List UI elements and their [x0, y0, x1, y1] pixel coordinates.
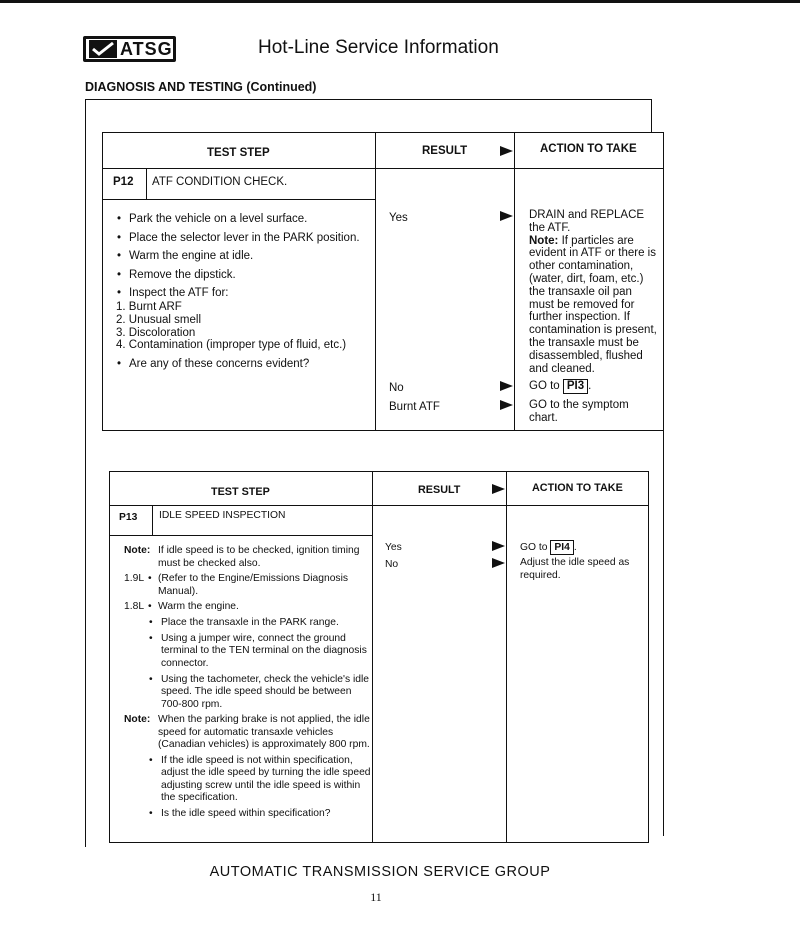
p12-step-id: P12 [113, 176, 134, 188]
list-item: • Place the selector lever in the PARK position. [116, 231, 376, 246]
p12-result-burnt: Burnt ATF [389, 401, 440, 413]
engine-label: 1.8L [124, 601, 145, 612]
inspect-item: 4. Contamination (improper type of fluid, etc.) [116, 339, 347, 352]
list-item: • Using the tachometer, check the vehicle's idle speed. The idle speed should be between 700-800 rpm. [148, 674, 372, 712]
p13-col-test-step: TEST STEP [211, 486, 270, 498]
list-item: • Remove the dipstick. [116, 268, 376, 283]
p12-col-divider-2 [514, 132, 515, 431]
list-item: • Using a jumper wire, connect the ground terminal to the TEN terminal on the diagnosis connector. [148, 633, 372, 671]
engine-19-block [124, 573, 372, 598]
p13-result-no: No [385, 559, 399, 570]
p13-step-title: IDLE SPEED INSPECTION [159, 510, 286, 521]
action-text: DRAIN and REPLACE the ATF. [529, 209, 645, 234]
list-item: • If the idle speed is not within specification, adjust the idle speed by turning the idle speed adjusting screw until the idle speed is within the specification. [148, 755, 372, 805]
engine-label: 1.9L [124, 573, 145, 584]
note-label: Note: [124, 714, 151, 725]
p12-test-steps [116, 212, 376, 372]
p13-action-no: Adjust the idle speed as required. [520, 557, 630, 581]
action-text: GO to [529, 380, 560, 392]
arrow-icon [500, 400, 513, 410]
checkmark-icon [89, 40, 117, 58]
frame-right-top [651, 99, 652, 132]
p12-action-no [529, 379, 591, 394]
p13-step-id: P13 [119, 512, 138, 523]
engine-18-block [124, 601, 372, 614]
list-item: • Is the idle speed within specification? [148, 808, 372, 821]
p12-result-no: No [389, 382, 404, 394]
p13-action-yes [520, 540, 577, 555]
p12-action-burnt: GO to the symptom chart. [529, 399, 629, 424]
p12-col-action: ACTION TO TAKE [540, 143, 637, 155]
period: . [573, 542, 577, 553]
p13-col-action: ACTION TO TAKE [532, 482, 623, 494]
inspect-intro: Inspect the ATF for: [129, 287, 229, 299]
arrow-icon [492, 484, 505, 494]
arrow-icon [500, 146, 513, 156]
page-title: Hot-Line Service Information [258, 37, 499, 58]
section-heading: DIAGNOSIS AND TESTING (Continued) [85, 80, 317, 94]
footer-org: AUTOMATIC TRANSMISSION SERVICE GROUP [209, 864, 551, 880]
p13-col-divider-2 [506, 471, 507, 843]
p12-col-result: RESULT [422, 145, 468, 157]
note-block [124, 714, 372, 752]
arrow-icon [492, 558, 505, 568]
list-item: • Park the vehicle on a level surface. [116, 212, 376, 227]
inspect-item: 3. Discoloration [116, 326, 196, 339]
p13-result-yes: Yes [385, 542, 402, 553]
action-text: GO to [520, 542, 548, 553]
engine-text: (Refer to the Engine/Emissions Diagnosis Manual). [158, 573, 349, 597]
note-text: If particles are evident in ATF or there is other contamination, (water, dirt, foam, etc.) the transaxle oil pan must be removed for further inspection. If contamination is present, the transaxle must be disassembled, flushed and cleaned. [529, 234, 657, 375]
note-label: Note: [529, 234, 559, 247]
step-ref-pi3: PI3 [563, 379, 588, 394]
arrow-icon [492, 541, 505, 551]
bullet: • [148, 573, 152, 584]
p13-test-steps [124, 545, 372, 821]
atsg-logo [83, 36, 176, 62]
step-ref-pi4: PI4 [550, 540, 573, 555]
p13-step-id-divider [152, 505, 153, 535]
note-text: When the parking brake is not applied, the idle speed for automatic transaxle vehicles (Canadian vehicles) is approximately 800 rpm. [158, 714, 370, 750]
arrow-icon [500, 211, 513, 221]
bullet: • [148, 601, 152, 612]
arrow-icon [500, 381, 513, 391]
p12-col-test-step: TEST STEP [207, 147, 270, 159]
engine-text: Warm the engine. [158, 601, 239, 612]
p12-step-id-divider [146, 168, 147, 199]
inspect-item: 2. Unusual smell [116, 313, 202, 326]
p12-action-yes [529, 209, 657, 375]
frame-left [85, 99, 86, 847]
period: . [588, 380, 592, 392]
p13-col-divider-1 [372, 471, 373, 843]
logo-text: ATSG [120, 38, 173, 59]
list-item [116, 286, 376, 352]
p13-col-result: RESULT [418, 484, 461, 496]
note-block [124, 545, 372, 570]
list-item: • Warm the engine at idle. [116, 249, 376, 264]
p12-result-yes: Yes [389, 212, 408, 224]
note-label: Note: [124, 545, 151, 556]
page-number: 11 [370, 890, 382, 904]
list-item: • Are any of these concerns evident? [116, 357, 376, 372]
list-item: • Place the transaxle in the PARK range. [148, 617, 372, 630]
note-text: If idle speed is to be checked, ignition timing must be checked also. [158, 545, 360, 569]
p12-step-title: ATF CONDITION CHECK. [152, 176, 288, 188]
inspect-item: 1. Burnt ARF [116, 301, 182, 313]
frame-right [663, 428, 664, 836]
top-rule [0, 0, 800, 3]
frame-top [85, 99, 652, 100]
